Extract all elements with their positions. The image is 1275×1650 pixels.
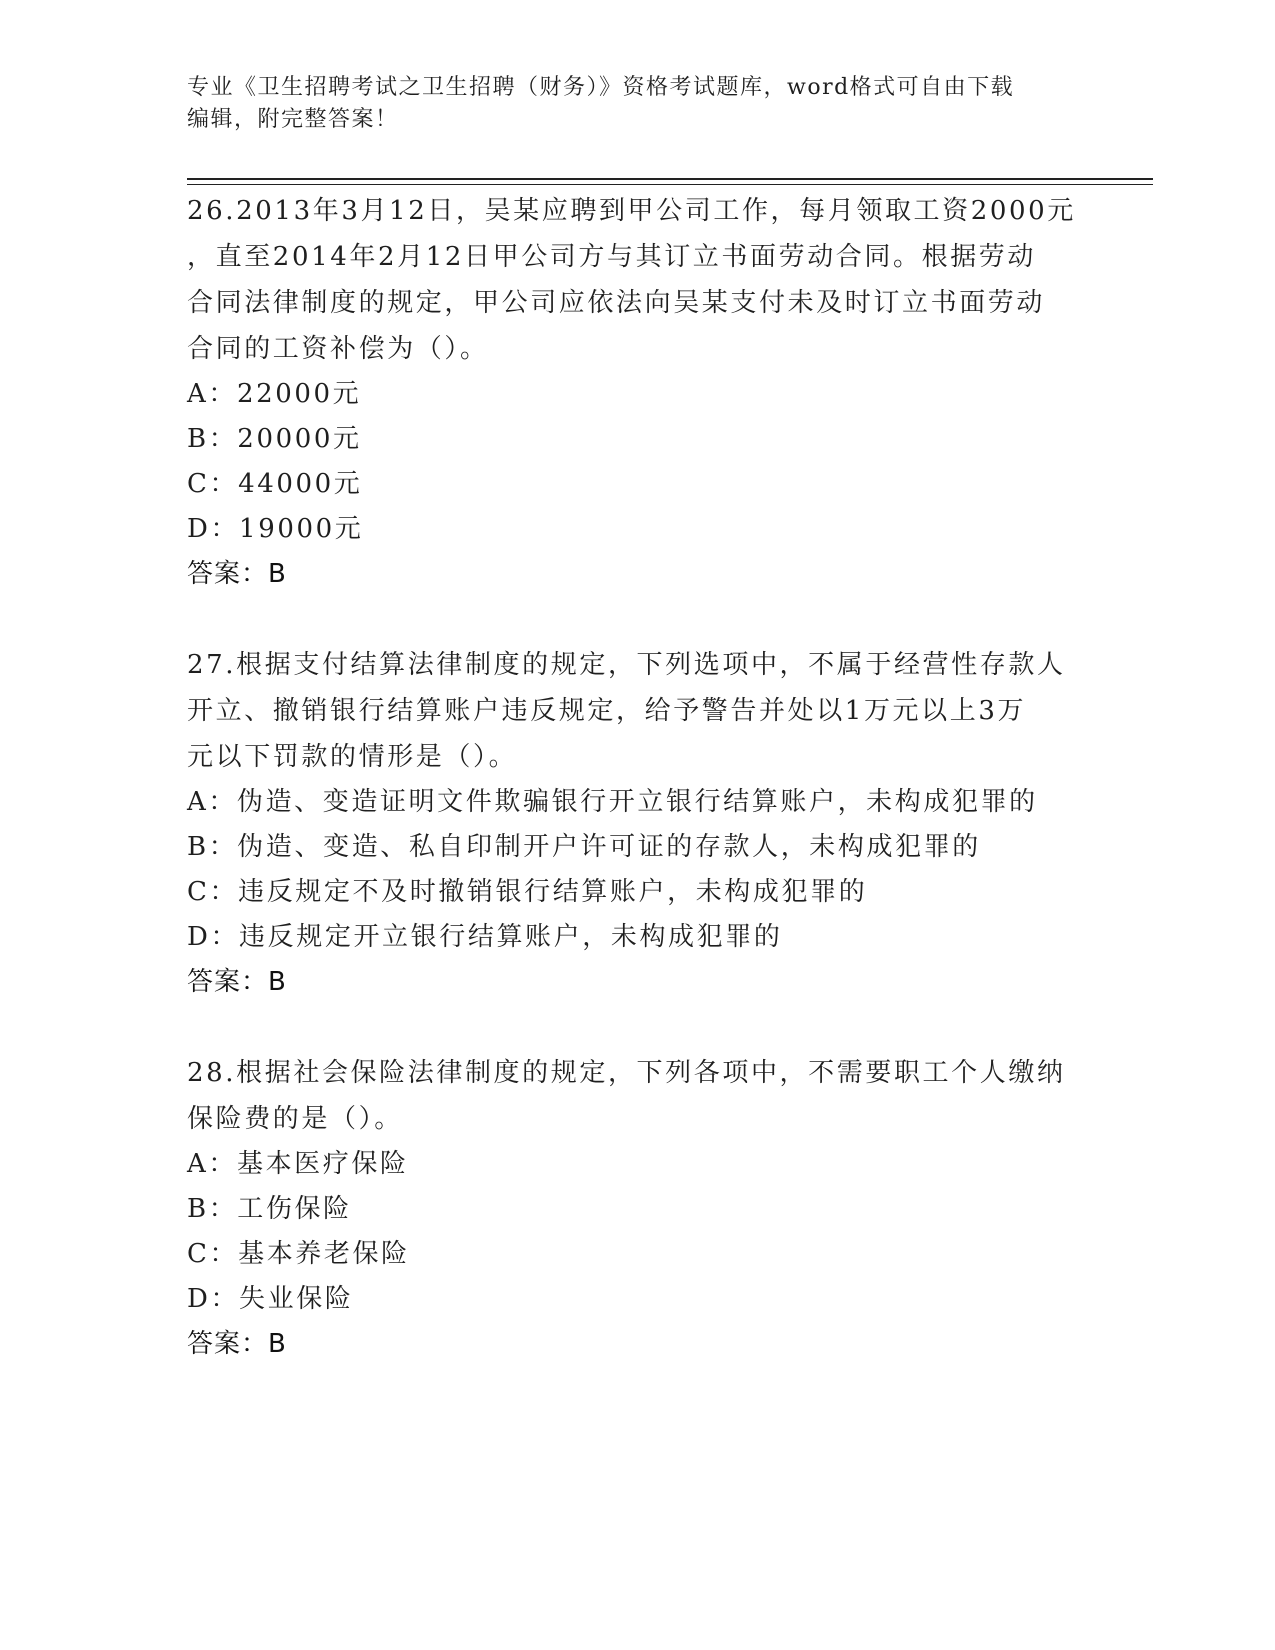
option-a: A：基本医疗保险 — [187, 1149, 409, 1179]
option-d: D：19000元 — [187, 514, 364, 544]
answer-line: 答案：B — [187, 559, 287, 589]
document-header — [187, 72, 1067, 136]
question-28 — [187, 1050, 1087, 1367]
header-line-1: 专业《卫生招聘考试之卫生招聘（财务）》资格考试题库，word格式可自由下载 — [187, 75, 1015, 100]
option-c: C：基本养老保险 — [187, 1239, 410, 1269]
question-26 — [187, 188, 1087, 597]
header-divider-thick — [187, 178, 1153, 180]
answer-line: 答案：B — [187, 967, 287, 997]
question-stem-line: 开立、撤销银行结算账户违反规定，给予警告并处以1万元以上3万 — [187, 696, 1027, 726]
option-d: D：失业保险 — [187, 1284, 354, 1314]
question-stem-line: 合同法律制度的规定，甲公司应依法向吴某支付未及时订立书面劳动 — [187, 288, 1046, 318]
question-27 — [187, 642, 1087, 1005]
question-stem-line: 28.根据社会保险法律制度的规定，下列各项中，不需要职工个人缴纳 — [187, 1058, 1066, 1088]
question-stem-line: ，直至2014年2月12日甲公司方与其订立书面劳动合同。根据劳动 — [187, 242, 1036, 272]
answer-line: 答案：B — [187, 1329, 287, 1359]
option-c: C：违反规定不及时撤销银行结算账户，未构成犯罪的 — [187, 877, 868, 907]
question-stem-line: 合同的工资补偿为（）。 — [187, 334, 489, 364]
question-stem-line: 保险费的是（）。 — [187, 1104, 403, 1134]
question-stem-line: 26.2013年3月12日，吴某应聘到甲公司工作，每月领取工资2000元 — [187, 196, 1076, 226]
question-stem-line: 元以下罚款的情形是（）。 — [187, 742, 518, 772]
header-divider-thin — [187, 184, 1153, 185]
option-d: D：违反规定开立银行结算账户，未构成犯罪的 — [187, 922, 783, 952]
option-a: A：22000元 — [187, 379, 362, 409]
option-c: C：44000元 — [187, 469, 363, 499]
option-b: B：伪造、变造、私自印制开户许可证的存款人，未构成犯罪的 — [187, 832, 981, 862]
header-line-2: 编辑，附完整答案！ — [187, 107, 399, 132]
option-a: A：伪造、变造证明文件欺骗银行开立银行结算账户，未构成犯罪的 — [187, 787, 1038, 817]
question-stem-line: 27.根据支付结算法律制度的规定，下列选项中，不属于经营性存款人 — [187, 650, 1066, 680]
option-b: B：20000元 — [187, 424, 362, 454]
option-b: B：工伤保险 — [187, 1194, 352, 1224]
